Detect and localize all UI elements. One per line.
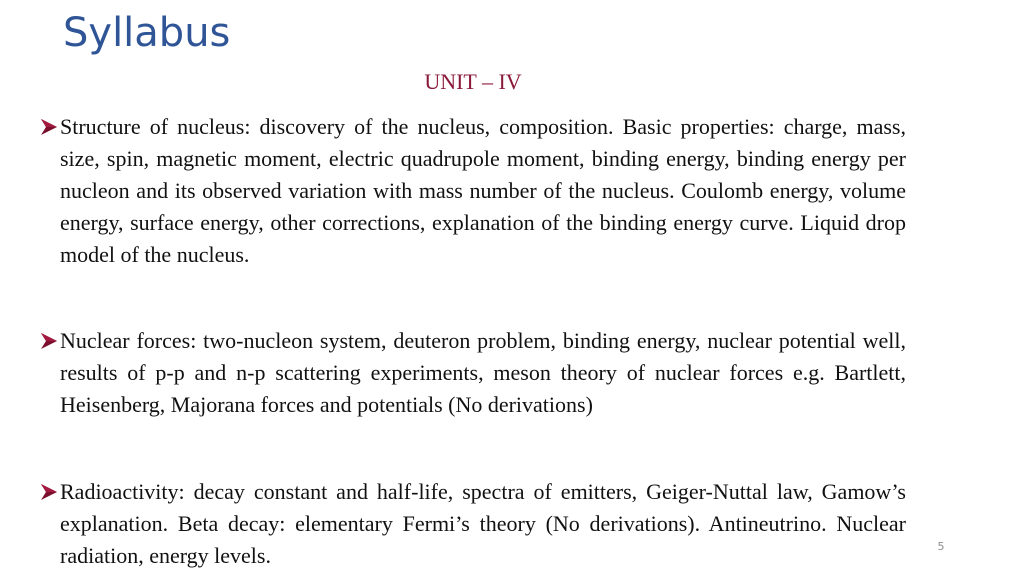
bullet-item <box>40 476 906 572</box>
bullet-text: Structure of nucleus: discovery of the nucleus, composition. Basic properties: charge, mass, size, spin, magnetic moment, electric quadrupole moment, binding energy, binding energy per nucleon and its observed variation with mass number of the nucleus. Coulomb energy, volume energy, surface energy, other corrections, explanation of the binding energy curve. Liquid drop model of the nucleus. <box>60 114 906 267</box>
unit-heading: UNIT – IV <box>424 69 522 94</box>
bullet-item <box>40 111 906 271</box>
slide-title: Syllabus <box>63 10 231 56</box>
bullet-text: Radioactivity: decay constant and half-life, spectra of emitters, Geiger-Nuttal law, Gamow’s explanation. Beta decay: elementary Fermi’s theory (No derivations). Antineutrino. Nuclear radiation, energy levels. <box>60 479 906 568</box>
bullet-item <box>40 325 906 421</box>
arrow-bullet-icon <box>40 325 60 357</box>
arrow-bullet-icon <box>40 111 60 143</box>
arrow-bullet-icon <box>40 476 60 508</box>
bullet-text: Nuclear forces: two-nucleon system, deuteron problem, binding energy, nuclear potential well, results of p-p and n-p scattering experiments, meson theory of nuclear forces e.g. Bartlett, Heisenberg, Majorana forces and potentials (No derivations) <box>60 328 906 417</box>
page-number: 5 <box>937 540 945 553</box>
